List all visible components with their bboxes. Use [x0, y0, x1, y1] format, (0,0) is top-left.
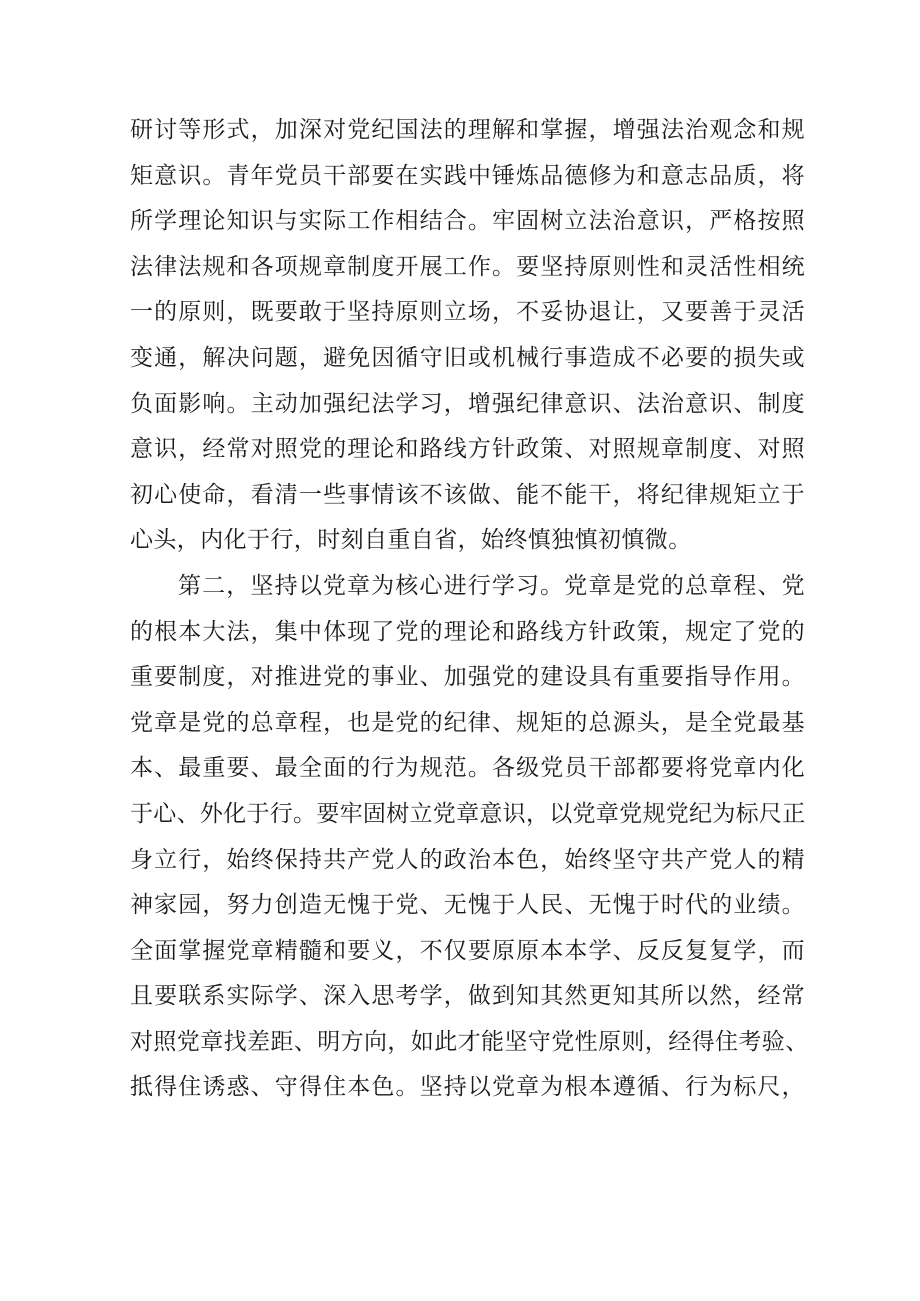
text-line: 负面影响。主动加强纪法学习，增强纪律意识、法治意识、制度 — [130, 390, 805, 417]
text-line: 研讨等形式，加深对党纪国法的理解和掌握，增强法治观念和规 — [130, 117, 805, 143]
text-line: 一的原则，既要敢于坚持原则立场，不妥协退让，又要善于灵活 — [130, 299, 805, 326]
text-line: 身立行，始终保持共产党人的政治本色，始终坚守共产党人的精 — [130, 846, 805, 873]
text-line: 重要制度，对推进党的事业、加强党的建设具有重要指导作用。 — [130, 664, 805, 691]
text-line: 于心、外化于行。要牢固树立党章意识，以党章党规党纪为标尺正 — [130, 800, 805, 827]
text-line: 的根本大法，集中体现了党的理论和路线方针政策，规定了党的 — [130, 618, 805, 645]
paragraph-start-line: 第二，坚持以党章为核心进行学习。党章是党的总章程、党 — [178, 572, 805, 599]
paragraph-end-line: 心头，内化于行，时刻自重自省，始终慎独慎初慎微。 — [130, 527, 692, 554]
text-line: 初心使命，看清一些事情该不该做、能不能干，将纪律规矩立于 — [130, 481, 805, 508]
text-line: 神家园，努力创造无愧于党、无愧于人民、无愧于时代的业绩。 — [130, 892, 805, 919]
text-line: 所学理论知识与实际工作相结合。牢固树立法治意识，严格按照 — [130, 208, 805, 235]
text-line: 意识，经常对照党的理论和路线方针政策、对照规章制度、对照 — [130, 436, 805, 463]
text-line: 全面掌握党章精髓和要义，不仅要原原本本学、反反复复学，而 — [130, 937, 805, 964]
text-line: 变通，解决问题，避免因循守旧或机械行事造成不必要的损失或 — [130, 344, 805, 371]
text-line: 对照党章找差距、明方向，如此才能坚守党性原则，经得住考验、 — [130, 1028, 809, 1055]
text-line: 党章是党的总章程，也是党的纪律、规矩的总源头，是全党最基 — [130, 709, 805, 736]
text-line: 法律法规和各项规章制度开展工作。要坚持原则性和灵活性相统 — [130, 253, 805, 280]
body-text — [130, 108, 809, 1111]
text-line: 本、最重要、最全面的行为规范。各级党员干部都要将党章内化 — [130, 755, 805, 782]
text-line: 矩意识。青年党员干部要在实践中锤炼品德修为和意志品质，将 — [130, 162, 805, 189]
text-line: 抵得住诱惑、守得住本色。坚持以党章为根本遵循、行为标尺， — [130, 1074, 805, 1101]
text-line: 且要联系实际学、深入思考学，做到知其然更知其所以然，经常 — [130, 983, 805, 1010]
